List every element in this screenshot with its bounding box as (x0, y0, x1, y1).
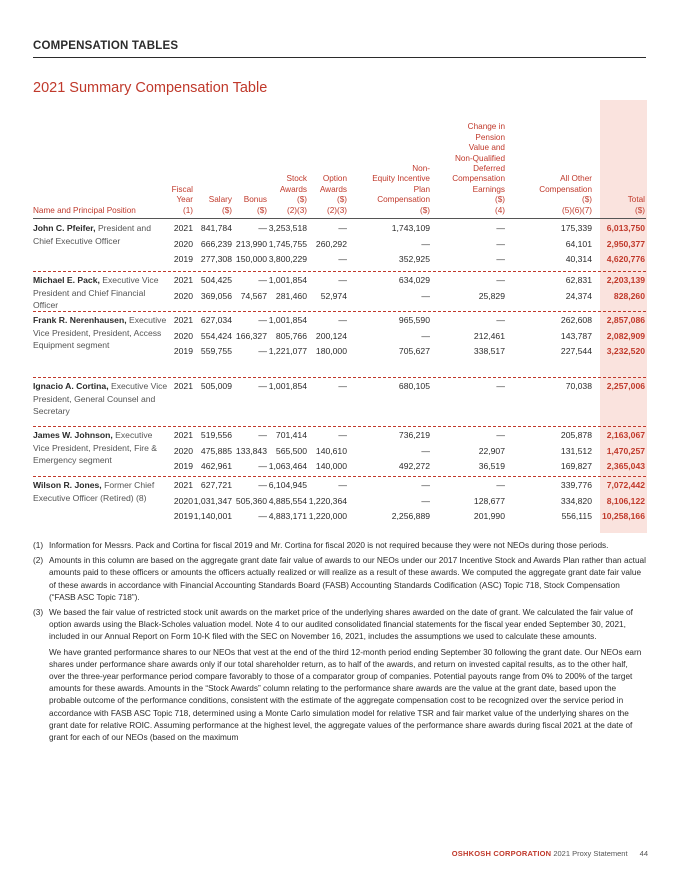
cell-year: 2019 (173, 346, 193, 356)
cell-salary: 841,784 (200, 223, 232, 233)
section-divider (33, 57, 646, 58)
cell-total: 10,258,166 (601, 511, 645, 521)
cell-other: 339,776 (560, 480, 592, 490)
executive-title: Executive Vice President and Chief Financial Officer (33, 275, 159, 310)
cell-salary: 1,140,001 (193, 511, 232, 521)
cell-nonequity: 705,627 (398, 346, 430, 356)
cell-salary: 559,755 (200, 346, 232, 356)
cell-total: 2,082,909 (606, 330, 645, 341)
cell-salary: 475,885 (200, 445, 232, 456)
cell-year: 2021 (173, 480, 193, 490)
cell-salary: 277,308 (200, 254, 232, 264)
header-stock-awards: Stock Awards ($) (2)(3) (279, 174, 307, 215)
table-row (0, 253, 680, 265)
cell-other: 334,820 (560, 495, 592, 506)
cell-nonequity: 492,272 (398, 461, 430, 471)
cell-total: 2,857,086 (606, 315, 645, 325)
footnote-2: (2) Amounts in this column are based on the aggregate grant date fair value of awards to our NEOs under our 2017 Incentive Stock and Awards Plan rather than actual amounts paid to these officers or amounts the officers actually realized or will realize as a result of these awards. We computed the aggregate grant date fair value of these awards in accordance with Financial Accounting Standards Board (FASB) Accounting Standards Codification (ASC) Topic 718, Stock Compensation (“FASB ASC Topic 718”). (33, 556, 646, 602)
cell-total: 2,365,043 (606, 461, 645, 471)
cell-year: 2021 (173, 315, 193, 325)
cell-stock: 701,414 (275, 430, 307, 440)
cell-option: 260,292 (315, 238, 347, 249)
cell-other: 227,544 (560, 346, 592, 356)
cell-salary: 627,034 (200, 315, 232, 325)
cell-other: 169,827 (560, 461, 592, 471)
table-row (0, 495, 680, 507)
cell-pension: 22,907 (478, 445, 505, 456)
table-row (0, 314, 680, 326)
cell-bonus: 213,990 (235, 238, 267, 249)
cell-other: 62,831 (565, 275, 592, 285)
cell-other: 131,512 (560, 445, 592, 456)
cell-nonequity: 736,219 (398, 430, 430, 440)
cell-salary: 627,721 (200, 480, 232, 490)
cell-nonequity: — (421, 290, 430, 301)
cell-other: 40,314 (565, 254, 592, 264)
cell-option: — (338, 381, 347, 391)
table-title: 2021 Summary Compensation Table (33, 80, 268, 96)
cell-total: 2,950,377 (606, 238, 645, 249)
header-year: Fiscal Year (1) (171, 184, 193, 215)
section-label: COMPENSATION TABLES (33, 40, 179, 52)
cell-bonus: — (258, 223, 267, 233)
cell-bonus: — (258, 346, 267, 356)
executive-title: President and Chief Executive Officer (33, 223, 151, 246)
cell-bonus: — (258, 315, 267, 325)
cell-stock: 6,104,945 (268, 480, 307, 490)
cell-other: 64,101 (565, 238, 592, 249)
cell-other: 205,878 (560, 430, 592, 440)
cell-salary: 1,031,347 (193, 495, 232, 506)
cell-nonequity: 634,029 (398, 275, 430, 285)
cell-nonequity: 965,590 (398, 315, 430, 325)
table-row (0, 479, 680, 491)
header-total: Total ($) (627, 195, 645, 215)
cell-total: 2,257,006 (606, 381, 645, 391)
cell-pension: 36,519 (478, 461, 505, 471)
cell-option: 140,610 (315, 445, 347, 456)
table-row-group (0, 377, 680, 426)
cell-option: 180,000 (315, 346, 347, 356)
cell-nonequity: 1,743,109 (391, 223, 430, 233)
executive-name: John C. Pfeifer, (33, 223, 96, 233)
cell-total: 6,013,750 (606, 223, 645, 233)
cell-pension: 128,677 (473, 495, 505, 506)
cell-pension: — (496, 238, 505, 249)
cell-total: 2,163,067 (606, 430, 645, 440)
cell-stock: 3,800,229 (268, 254, 307, 264)
cell-year: 2021 (173, 275, 193, 285)
cell-other: 143,787 (560, 330, 592, 341)
cell-stock: 1,063,464 (268, 461, 307, 471)
page-number: 44 (639, 849, 648, 858)
cell-option: — (338, 315, 347, 325)
cell-option: 1,220,364 (308, 495, 347, 506)
cell-total: 828,260 (613, 290, 645, 301)
cell-bonus: — (258, 461, 267, 471)
executive-title: Executive Vice President, President, Access Equipment segment (33, 315, 167, 350)
cell-bonus: — (258, 430, 267, 440)
cell-stock: 281,460 (275, 290, 307, 301)
cell-option: 52,974 (320, 290, 347, 301)
executive-title: Executive Vice President, President, Fire & Emergency segment (33, 430, 158, 465)
cell-salary: 462,961 (200, 461, 232, 471)
footer-brand: OSHKOSH CORPORATION (451, 849, 552, 858)
executive-name: Wilson R. Jones, (33, 480, 102, 490)
cell-year: 2019 (173, 254, 193, 264)
cell-year: 2021 (173, 223, 193, 233)
cell-year: 2020 (173, 238, 193, 249)
cell-pension: — (496, 254, 505, 264)
cell-bonus: — (258, 480, 267, 490)
cell-nonequity: — (421, 330, 430, 341)
cell-pension: — (496, 381, 505, 391)
cell-option: — (338, 223, 347, 233)
footnotes (33, 540, 646, 747)
cell-pension: 212,461 (473, 330, 505, 341)
executive-title: Executive Vice President, General Counsel and Secretary (33, 381, 168, 416)
cell-nonequity: — (421, 445, 430, 456)
cell-pension: — (496, 315, 505, 325)
cell-salary: 504,425 (200, 275, 232, 285)
footer-doc-title: 2021 Proxy Statement (553, 849, 628, 858)
executive-name: Michael E. Pack, (33, 275, 100, 285)
cell-stock: 565,500 (275, 445, 307, 456)
table-row (0, 290, 680, 302)
table-row (0, 274, 680, 286)
table-row (0, 330, 680, 342)
cell-stock: 4,883,171 (268, 511, 307, 521)
header-salary: Salary ($) (208, 195, 232, 215)
cell-year: 2020 (173, 445, 193, 456)
cell-nonequity: 2,256,889 (391, 511, 430, 521)
cell-option: 1,220,000 (308, 511, 347, 521)
cell-stock: 1,221,077 (268, 346, 307, 356)
header-bonus: Bonus ($) (243, 195, 267, 215)
header-non-equity: Non- Equity Incentive Plan Compensation ($) (372, 163, 430, 215)
header-pension: Change in Pension Value and Non-Qualified Deferred Compensation Earnings ($) (4) (452, 122, 505, 215)
cell-pension: — (496, 223, 505, 233)
table-row (0, 238, 680, 250)
footnote-3-continued: We have granted performance shares to our NEOs that vest at the end of the third 12-month period ending September 30 following the grant date. Our NEOs earn shares under performance share awards only if our total shareholder return, as to half of the awards, and return on invested capital results, as to the other half, over the three-year performance period compare favorably to those of a comparator group of companies. Potential payouts range from 0% to 200% of the target amounts for these awards. Amounts in the “Stock Awards” column relating to the performance share awards are the value at the grant date, based upon the probable outcome of the performance conditions, consistent with the estimate of the aggregate compensation cost to be recognized over the service period in accordance with FASB ASC Topic 718, determined using a Monte Carlo simulation model for relative TSR and fair market value of the underlying shares on the grant date for relative ROIC. Assuming performance at the highest level, the aggregate values of the performance share awards during fiscal 2021 at the date of grant for each of our NEOs (based on the maximum (49, 647, 642, 743)
header-name: Name and Principal Position (33, 205, 136, 215)
cell-option: — (338, 480, 347, 490)
cell-bonus: 505,360 (235, 495, 267, 506)
cell-salary: 519,556 (200, 430, 232, 440)
cell-stock: 1,001,854 (268, 275, 307, 285)
cell-nonequity: — (421, 495, 430, 506)
table-row-group (0, 426, 680, 476)
cell-total: 8,106,122 (606, 495, 645, 506)
cell-stock: 1,745,755 (268, 238, 307, 249)
table-row (0, 510, 680, 522)
cell-other: 262,608 (560, 315, 592, 325)
cell-nonequity: — (421, 480, 430, 490)
cell-option: 200,124 (315, 330, 347, 341)
table-row-group (0, 219, 680, 271)
table-row-group (0, 271, 680, 311)
footnote-1: (1) Information for Messrs. Pack and Cortina for fiscal 2019 and Mr. Cortina for fiscal 2020 is not required because they were not NEOs during those periods. (33, 541, 609, 550)
table-row (0, 445, 680, 457)
table-row (0, 429, 680, 441)
cell-salary: 369,056 (200, 290, 232, 301)
cell-nonequity: 680,105 (398, 381, 430, 391)
footnote-3: (3) We based the fair value of restricted stock unit awards on the market price of the underlying shares awarded on the date of grant. We calculated the fair value of option awards using the Black-Scholes valuation model. Note 4 to our audited consolidated financial statements for the fiscal year ended September 30, 2021, included in our Annual Report on Form 10-K filed with the SEC on November 16, 2021, includes the assumptions we used to calculate these amounts. (33, 608, 633, 642)
page-footer (452, 849, 648, 858)
cell-bonus: — (258, 275, 267, 285)
table-row-group (0, 311, 680, 377)
table-row (0, 380, 680, 392)
cell-nonequity: — (421, 238, 430, 249)
cell-other: 556,115 (561, 511, 592, 521)
cell-pension: — (496, 275, 505, 285)
cell-salary: 505,009 (200, 381, 232, 391)
header-option-awards: Option Awards ($) (2)(3) (319, 174, 347, 215)
cell-year: 2021 (173, 381, 193, 391)
cell-nonequity: 352,925 (398, 254, 430, 264)
table-row (0, 460, 680, 472)
cell-stock: 3,253,518 (268, 223, 307, 233)
cell-option: — (338, 430, 347, 440)
cell-year: 2019 (173, 511, 193, 521)
cell-salary: 666,239 (200, 238, 232, 249)
cell-bonus: 166,327 (235, 330, 267, 341)
cell-year: 2020 (173, 495, 193, 506)
cell-bonus: 133,843 (235, 445, 267, 456)
header-other-comp: All Other Compensation ($) (5)(6)(7) (539, 174, 592, 215)
cell-pension: — (496, 480, 505, 490)
cell-bonus: — (258, 381, 267, 391)
cell-total: 4,620,776 (606, 254, 645, 264)
executive-name: James W. Johnson, (33, 430, 113, 440)
table-row (0, 345, 680, 357)
cell-pension: 25,829 (478, 290, 505, 301)
cell-year: 2019 (173, 461, 193, 471)
cell-stock: 4,885,554 (268, 495, 307, 506)
cell-salary: 554,424 (200, 330, 232, 341)
cell-other: 175,339 (560, 223, 592, 233)
cell-bonus: 150,000 (235, 254, 267, 264)
cell-stock: 805,766 (275, 330, 307, 341)
cell-bonus: 74,567 (240, 290, 267, 301)
cell-stock: 1,001,854 (268, 381, 307, 391)
cell-pension: 201,990 (473, 511, 505, 521)
cell-pension: 338,517 (473, 346, 505, 356)
cell-pension: — (496, 430, 505, 440)
executive-name: Ignacio A. Cortina, (33, 381, 109, 391)
cell-total: 3,232,520 (606, 346, 645, 356)
cell-option: — (338, 254, 347, 264)
table-row (0, 222, 680, 234)
cell-other: 24,374 (565, 290, 592, 301)
executive-name: Frank R. Nerenhausen, (33, 315, 127, 325)
cell-stock: 1,001,854 (268, 315, 307, 325)
cell-option: — (338, 275, 347, 285)
cell-year: 2020 (173, 330, 193, 341)
cell-total: 7,072,442 (606, 480, 645, 490)
executive-title: Former Chief Executive Officer (Retired) (8) (33, 480, 155, 503)
cell-bonus: — (258, 511, 267, 521)
cell-option: 140,000 (315, 461, 347, 471)
cell-other: 70,038 (565, 381, 592, 391)
table-row-group (0, 476, 680, 526)
cell-total: 1,470,257 (606, 445, 645, 456)
table-header (0, 100, 680, 216)
cell-year: 2021 (173, 430, 193, 440)
cell-total: 2,203,139 (606, 275, 645, 285)
cell-year: 2020 (173, 290, 193, 301)
